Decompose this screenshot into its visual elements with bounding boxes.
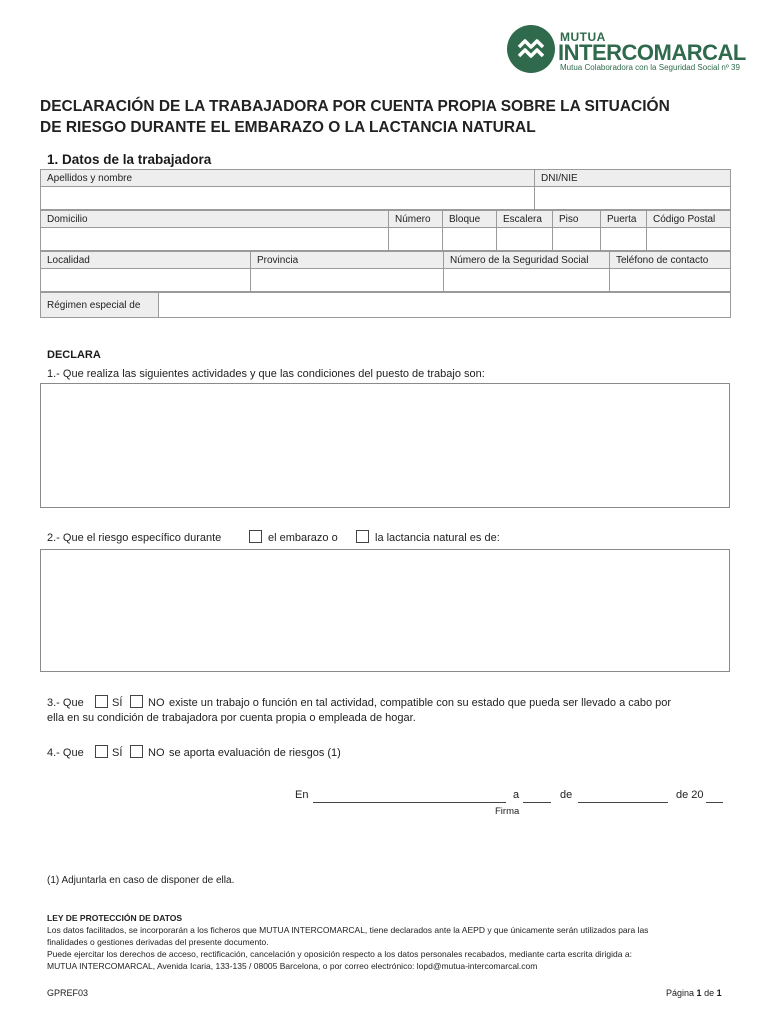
item-3-no-label: NO — [148, 697, 165, 709]
sign-en-label: En — [295, 789, 309, 801]
label-piso: Piso — [553, 211, 601, 228]
item-2-text-b: el embarazo o — [268, 532, 338, 544]
label-localidad: Localidad — [41, 252, 251, 269]
item-4-no-checkbox[interactable] — [130, 745, 143, 758]
field-telefono[interactable] — [610, 269, 731, 292]
item-3-text-c: ella en su condición de trabajadora por cuenta propia o empleada de hogar. — [47, 712, 416, 724]
risk-textbox[interactable] — [40, 549, 730, 672]
label-puerta: Puerta — [601, 211, 647, 228]
sign-place-field[interactable] — [313, 802, 506, 803]
label-apellidos: Apellidos y nombre — [41, 170, 535, 187]
privacy-line-3: Puede ejercitar los derechos de acceso, rectificación, cancelación y oposición respecto a los datos personales recabados, mediante carta escrita dirigida a: — [47, 949, 632, 959]
worker-data-table-2 — [40, 210, 731, 251]
field-puerta[interactable] — [601, 228, 647, 251]
label-provincia: Provincia — [251, 252, 444, 269]
label-numero: Número — [389, 211, 443, 228]
item-4-no-label: NO — [148, 747, 165, 759]
label-dni: DNI/NIE — [535, 170, 731, 187]
item-2-text-c: la lactancia natural es de: — [375, 532, 500, 544]
privacy-line-2: finalidades o gestiones derivadas del presente documento. — [47, 937, 269, 947]
privacy-heading: LEY DE PROTECCIÓN DE DATOS — [47, 913, 183, 923]
field-dni[interactable] — [535, 187, 731, 210]
title-line-2: DE RIESGO DURANTE EL EMBARAZO O LA LACTANCIA NATURAL — [40, 119, 536, 136]
field-codigo-postal[interactable] — [647, 228, 731, 251]
item-3-text-a: 3.- Que — [47, 697, 84, 709]
form-code: GPREF03 — [47, 988, 89, 998]
label-domicilio: Domicilio — [41, 211, 389, 228]
lactancia-checkbox[interactable] — [356, 530, 369, 543]
logo-name: INTERCOMARCAL — [558, 40, 746, 65]
page-label: Página — [666, 988, 695, 998]
logo-top-text: MUTUA — [560, 30, 606, 44]
worker-data-table-3 — [40, 251, 731, 292]
field-nss[interactable] — [444, 269, 610, 292]
item-1-text: 1.- Que realiza las siguientes actividades y que las condiciones del puesto de trabajo son: — [47, 368, 485, 380]
item-4-si-label: SÍ — [112, 747, 123, 759]
worker-data-table-4 — [40, 292, 731, 318]
footnote: (1) Adjuntarla en caso de disponer de ella. — [47, 875, 235, 886]
sign-a-label: a — [513, 789, 520, 801]
item-4-text-a: 4.- Que — [47, 747, 84, 759]
sign-day-field[interactable] — [523, 802, 551, 803]
field-localidad[interactable] — [41, 269, 251, 292]
page-total: 1 — [716, 988, 722, 998]
label-escalera: Escalera — [497, 211, 553, 228]
embarazo-checkbox[interactable] — [249, 530, 262, 543]
item-3-no-checkbox[interactable] — [130, 695, 143, 708]
page-indicator — [666, 988, 722, 998]
firma-label: Firma — [495, 806, 520, 817]
activities-textbox[interactable] — [40, 383, 730, 508]
privacy-line-1: Los datos facilitados, se incorporarán a los ficheros que MUTUA INTERCOMARCAL, tiene declarados ante la AEPD y que únicamente serán utilizados para las — [47, 925, 649, 935]
item-2-text-a: 2.- Que el riesgo específico durante — [47, 532, 222, 544]
item-4-text-b: se aporta evaluación de riesgos (1) — [169, 747, 341, 759]
label-codigo-postal: Código Postal — [647, 211, 731, 228]
sign-month-field[interactable] — [578, 802, 668, 803]
logo-subtitle: Mutua Colaboradora con la Seguridad Social nº 39 — [560, 63, 740, 72]
item-3-text-b: existe un trabajo o función en tal actividad, compatible con su estado que pueda ser llevado a cabo por — [169, 697, 672, 709]
field-regimen[interactable] — [159, 293, 731, 318]
sign-year-field[interactable] — [706, 802, 723, 803]
page-of: de — [704, 988, 715, 998]
logo-wave-icon — [507, 25, 555, 73]
label-bloque: Bloque — [443, 211, 497, 228]
section-1-heading: 1. Datos de la trabajadora — [47, 152, 212, 167]
item-3-si-label: SÍ — [112, 697, 123, 709]
label-nss: Número de la Seguridad Social — [444, 252, 610, 269]
field-numero[interactable] — [389, 228, 443, 251]
field-bloque[interactable] — [443, 228, 497, 251]
item-4-si-checkbox[interactable] — [95, 745, 108, 758]
field-provincia[interactable] — [251, 269, 444, 292]
title-line-1: DECLARACIÓN DE LA TRABAJADORA POR CUENTA PROPIA SOBRE LA SITUACIÓN — [40, 98, 670, 115]
sign-de20-label: de 20 — [676, 789, 704, 801]
declara-heading: DECLARA — [47, 349, 101, 361]
privacy-line-4: MUTUA INTERCOMARCAL, Avenida Icaria, 133-135 / 08005 Barcelona, o por correo electrónico: lopd@mutua-intercomarcal.com — [47, 961, 538, 971]
sign-de-label: de — [560, 789, 573, 801]
page-number: 1 — [696, 988, 702, 998]
field-domicilio[interactable] — [41, 228, 389, 251]
privacy-block — [47, 912, 737, 972]
label-regimen: Régimen especial de — [41, 293, 159, 318]
label-telefono: Teléfono de contacto — [610, 252, 731, 269]
field-piso[interactable] — [553, 228, 601, 251]
field-escalera[interactable] — [497, 228, 553, 251]
worker-data-table-1 — [40, 169, 731, 210]
logo-mark — [507, 25, 555, 73]
item-3-si-checkbox[interactable] — [95, 695, 108, 708]
document-title — [40, 96, 740, 138]
field-apellidos[interactable] — [41, 187, 535, 210]
